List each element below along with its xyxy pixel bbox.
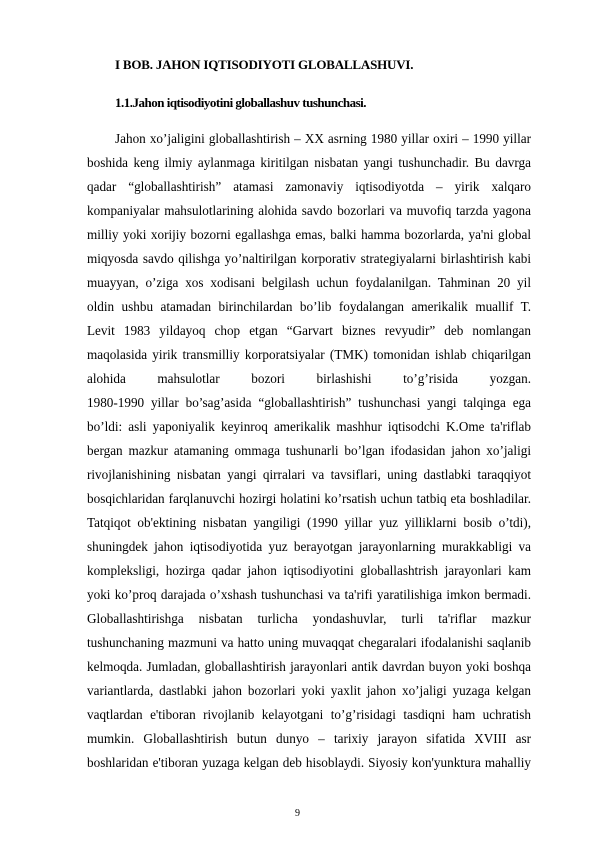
- text-line: miqyosda savdo qilishga yo’naltirilgan korporativ strategiyalarni birlashtirish kabi: [87, 251, 531, 266]
- section-title: 1.1.Jahon iqtisodiyotini globallashuv tushunchasi.: [115, 95, 366, 110]
- text-line: boshida keng ilmiy aylanmaga kiritilgan nisbatan yangi tushunchadir. Bu davrga: [87, 155, 531, 170]
- body-text: [87, 127, 531, 775]
- text-line: variantlarda, dastlabki jahon bozorlari yoki yaxlit jahon xo’jaligi yuzaga kelgan: [87, 683, 531, 698]
- text-line: bo’ldi: asli yaponiyalik keyinroq amerikalik mashhur iqtisodchi K.Ome ta'riflab: [87, 419, 531, 434]
- text-line: yoki ko’proq darajada o’xshash tushunchasi va ta'rifi yaratilishiga imkon bermadi.: [87, 587, 531, 602]
- text-line: mumkin. Globallashtirish butun dunyo – tarixiy jarayon sifatida XVIII asr: [87, 731, 531, 746]
- text-line: alohida mahsulotlar bozori birlashishi to’g’risida yozgan.: [87, 371, 531, 386]
- text-line: rivojlanishining nisbatan yangi qirralari va tavsiflari, uning dastlabki taraqqiyot: [87, 467, 531, 482]
- text-line: kompleksligi, hozirga qadar jahon iqtisodiyotini globallashtrish jarayonlari kam: [87, 563, 531, 578]
- text-line: qadar “globallashtirish” atamasi zamonaviy iqtisodiyotda – yirik xalqaro: [87, 179, 531, 194]
- text-line: muayyan, o’ziga xos xodisani belgilash uchun foydalanilgan. Tahminan 20 yil: [87, 275, 531, 290]
- text-line: Levit 1983 yildayoq chop etgan “Garvart biznes revyudir” deb nomlangan: [87, 323, 531, 338]
- page-number: 9: [295, 808, 300, 819]
- text-line: kelmoqda. Jumladan, globallashtirish jarayonlari antik davrdan buyon yoki boshqa: [87, 659, 531, 674]
- text-line: shuningdek jahon iqtisodiyotida yuz berayotgan jarayonlarning murakkabligi va: [87, 539, 531, 554]
- chapter-title: I BOB. JAHON IQTISODIYOTI GLOBALLASHUVI.: [115, 57, 414, 72]
- text-line: boshlaridan e'tiboran yuzaga kelgan deb hisoblaydi. Siyosiy kon'yunktura mahalliy: [87, 755, 531, 770]
- text-line: maqolasida yirik transmilliy korporatsiyalar (TMK) tomonidan ishlab chiqarilgan: [87, 347, 531, 362]
- text-line: 1980-1990 yillar bo’sag’asida “globallashtirish” tushunchasi yangi talqinga ega: [87, 395, 531, 410]
- text-line: Globallashtirishga nisbatan turlicha yondashuvlar, turli ta'riflar mazkur: [87, 611, 531, 626]
- text-line: Jahon xo’jaligini globallashtirish – XX asrning 1980 yillar oxiri – 1990 yillar: [115, 131, 531, 146]
- text-line: kompaniyalar mahsulotlarining alohida savdo bozorlari va muvofiq tarzda yagona: [87, 203, 531, 218]
- text-line: bergan mazkur atamaning ommaga tushunarli bo’lgan ifodasidan jahon xo’jaligi: [87, 443, 531, 458]
- text-line: Tatqiqot ob'ektining nisbatan yangiligi (1990 yillar yuz yilliklarni bosib o’tdi),: [87, 515, 531, 530]
- text-line: vaqtlardan e'tiboran rivojlanib kelayotgani to’g’risidagi tasdiqni ham uchratish: [87, 707, 531, 722]
- text-line: oldin ushbu atamadan birinchilardan bo’lib foydalangan amerikalik muallif T.: [87, 299, 531, 314]
- text-line: milliy yoki xorijiy bozorni egallashga emas, balki hamma bozorlarda, ya'ni global: [87, 227, 531, 242]
- text-line: bosqichlaridan farqlanuvchi hozirgi holatini ko’rsatish uchun tatbiq eta boshladilar.: [87, 491, 531, 506]
- text-line: tushunchaning mazmuni va hatto uning muvaqqat chegaralari ifodalanishi saqlanib: [87, 635, 531, 650]
